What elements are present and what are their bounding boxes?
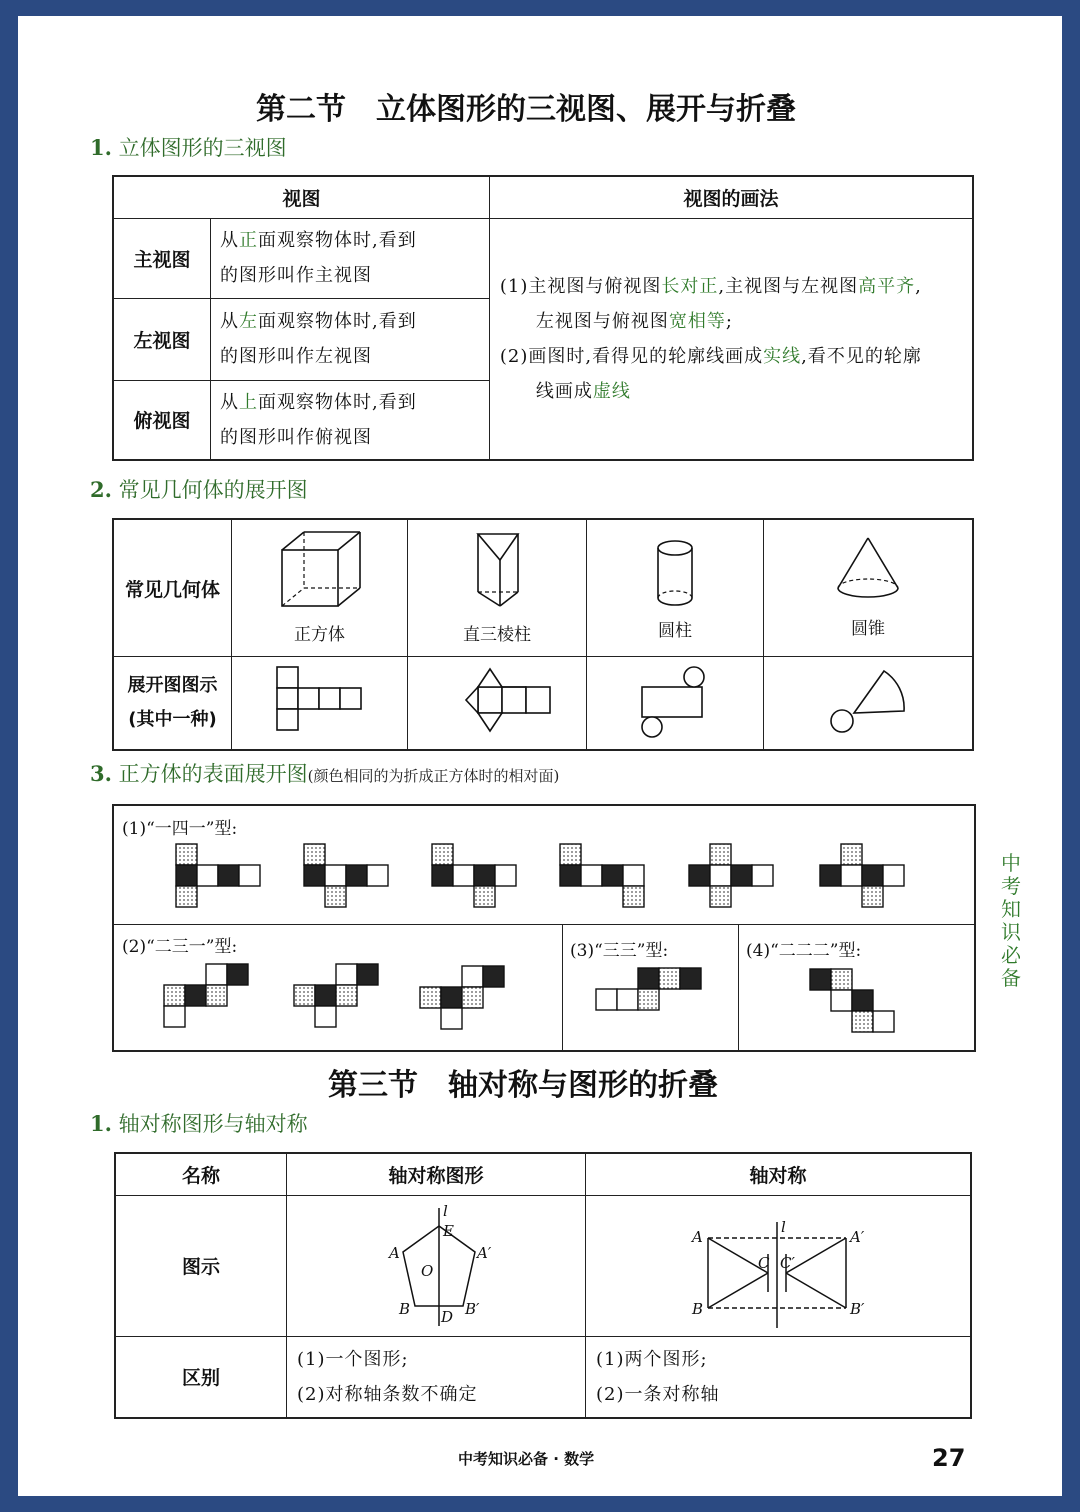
label-B: B xyxy=(399,1299,411,1318)
cube-nets-box xyxy=(112,804,976,1052)
cube-net-figure xyxy=(232,657,407,749)
diff-axis-cell: (1)两个图形; (2)一条对称轴 xyxy=(586,1336,972,1418)
row-label-solids: 常见几何体 xyxy=(113,519,232,657)
solids-table xyxy=(112,518,974,751)
side-tab: 中 考 知 识 必 备 xyxy=(1001,851,1021,990)
section3-heading-1 xyxy=(90,1108,308,1138)
solid-caption: 圆柱 xyxy=(658,621,692,641)
label-A: A xyxy=(692,1227,703,1246)
label-D: D xyxy=(441,1307,454,1326)
symmetry-table xyxy=(114,1152,972,1419)
page-number: 27 xyxy=(932,1444,966,1472)
row-label-diagram: 图示 xyxy=(115,1195,287,1336)
sym-col-header-name: 名称 xyxy=(115,1153,287,1195)
front-view-desc: 从正面观察物体时,看到 的图形叫作主视图 xyxy=(211,218,490,298)
sym-col-header-figure: 轴对称图形 xyxy=(287,1153,586,1195)
views-table xyxy=(112,175,974,461)
diff-figure-cell: (1)一个图形; (2)对称轴条数不确定 xyxy=(287,1336,586,1418)
solid-caption: 圆锥 xyxy=(851,619,885,639)
cone-cell xyxy=(764,519,974,657)
label-O: O xyxy=(421,1261,434,1280)
heading-text: 立体图形的三视图 xyxy=(118,136,287,160)
cube-net-cell xyxy=(232,657,408,751)
cube-cell xyxy=(232,519,408,657)
sym-col-header-axis: 轴对称 xyxy=(586,1153,972,1195)
label-l: l xyxy=(781,1217,786,1236)
label-B-prime: B′ xyxy=(850,1299,865,1318)
heading-number: 1. xyxy=(90,135,112,160)
views-method-cell: (1)主视图与俯视图长对正,主视图与左视图高平齐, 左视图与俯视图宽相等; (2)画图时,看得见的轮廓线画成实线,看不见的轮廓 线画成虚线 xyxy=(489,218,973,460)
row-label-nets: 展开图图示 (其中一种) xyxy=(113,657,232,751)
label-A-prime: A′ xyxy=(477,1243,492,1262)
views-col-header-view: 视图 xyxy=(113,176,489,218)
section2-heading-3 xyxy=(90,758,559,788)
top-view-desc: 从上面观察物体时,看到 的图形叫作俯视图 xyxy=(211,380,490,460)
label-C: C xyxy=(758,1253,770,1272)
footer-book-title: 中考知识必备 · 数学 xyxy=(458,1450,595,1468)
net-type-222-label: (4)“二二二”型: xyxy=(746,941,862,961)
cylinder-net-cell xyxy=(587,657,764,751)
row-label-difference: 区别 xyxy=(115,1336,287,1418)
label-A: A xyxy=(389,1243,400,1262)
section2-title: 第二节 立体图形的三视图、展开与折叠 xyxy=(256,92,796,127)
solid-caption: 正方体 xyxy=(294,625,345,645)
label-E: E xyxy=(443,1221,454,1240)
cone-net-figure xyxy=(764,657,972,749)
net-type-231-label: (2)“二三一”型: xyxy=(122,937,238,957)
prism-net-figure xyxy=(408,657,586,749)
axis-symmetry-cell xyxy=(586,1195,972,1336)
left-view-desc: 从左面观察物体时,看到 的图形叫作左视图 xyxy=(211,298,490,380)
heading-number: 2. xyxy=(90,477,112,502)
prism-net-cell xyxy=(408,657,587,751)
axis-symmetry-figure xyxy=(586,1196,970,1336)
pentagon-figure xyxy=(287,1196,585,1336)
heading-number: 3. xyxy=(90,761,112,786)
section3-title: 第三节 轴对称与图形的折叠 xyxy=(328,1068,718,1103)
net-type-33-label: (3)“三三”型: xyxy=(570,941,669,961)
section2-heading-1 xyxy=(90,132,287,162)
cube-nets-figures xyxy=(114,806,974,1050)
solid-caption: 直三棱柱 xyxy=(463,625,531,645)
heading-text: 正方体的表面展开图 xyxy=(118,762,308,786)
cylinder-net-figure xyxy=(587,657,763,749)
label-C-prime: C′ xyxy=(780,1253,795,1272)
heading-number: 1. xyxy=(90,1111,112,1136)
heading-text: 轴对称图形与轴对称 xyxy=(118,1112,308,1136)
label-A-prime: A′ xyxy=(850,1227,865,1246)
cylinder-cell xyxy=(587,519,764,657)
prism-cell xyxy=(408,519,587,657)
label-B: B xyxy=(692,1299,704,1318)
heading-text: 常见几何体的展开图 xyxy=(118,478,308,502)
row-label-front: 主视图 xyxy=(113,218,211,298)
page xyxy=(18,16,1062,1496)
cone-net-cell xyxy=(764,657,974,751)
section2-heading-2 xyxy=(90,474,308,504)
label-l: l xyxy=(443,1201,448,1220)
row-label-top: 俯视图 xyxy=(113,380,211,460)
label-B-prime: B′ xyxy=(465,1299,480,1318)
net-type-141-label: (1)“一四一”型: xyxy=(122,819,238,839)
heading-note: (颜色相同的为折成正方体时的相对面) xyxy=(307,767,560,785)
pentagon-cell xyxy=(287,1195,586,1336)
row-label-left: 左视图 xyxy=(113,298,211,380)
views-col-header-method: 视图的画法 xyxy=(489,176,973,218)
